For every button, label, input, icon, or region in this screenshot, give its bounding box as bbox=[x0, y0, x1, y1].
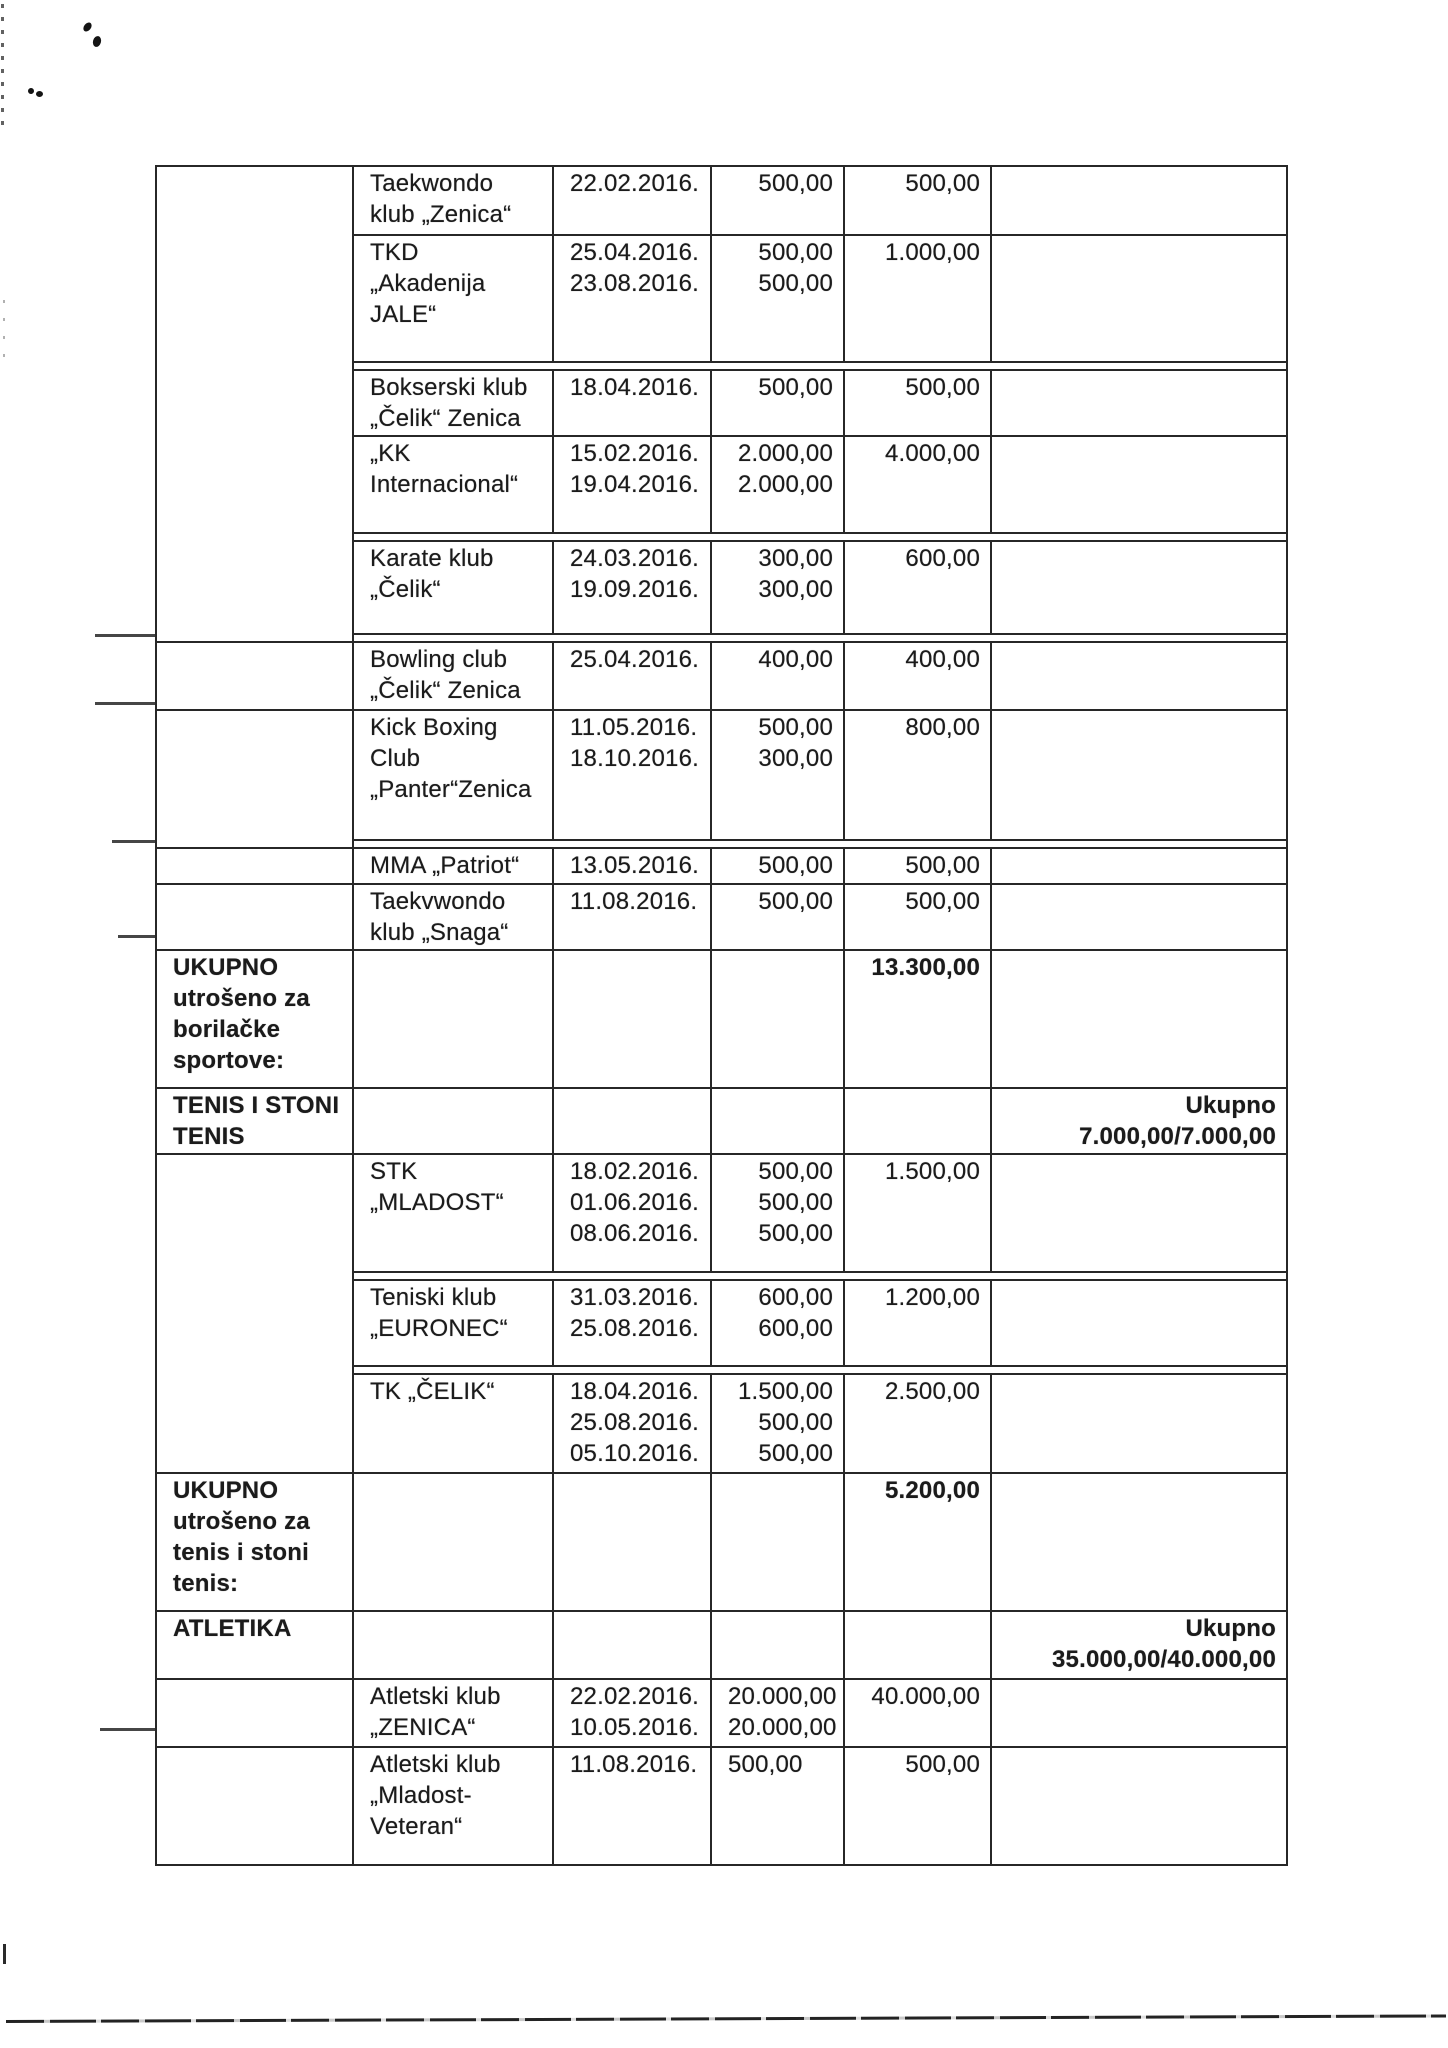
summary-cell bbox=[991, 1280, 1287, 1366]
text-line: 2.500,00 bbox=[884, 1378, 980, 1405]
table-row bbox=[156, 848, 1287, 884]
text-line: 35.000,00/40.000,00 bbox=[1051, 1646, 1276, 1673]
summary-cell bbox=[991, 950, 1287, 1088]
text-line: 05.10.2016. bbox=[570, 1440, 699, 1467]
payment-amounts bbox=[711, 1154, 844, 1272]
text-line: utrošeno za bbox=[173, 985, 310, 1012]
payment-amounts bbox=[711, 1611, 844, 1679]
summary-cell bbox=[991, 1374, 1287, 1473]
payment-dates bbox=[553, 235, 711, 362]
payment-dates bbox=[553, 1088, 711, 1154]
category-label bbox=[156, 1088, 353, 1154]
text-line: 4.000,00 bbox=[884, 440, 980, 467]
text-line: 500,00 bbox=[758, 1158, 833, 1185]
payment-amounts bbox=[711, 370, 844, 436]
text-line: 500,00 bbox=[758, 1409, 833, 1436]
category-label bbox=[156, 1473, 353, 1611]
summary-cell bbox=[991, 370, 1287, 436]
text-line: 500,00 bbox=[905, 1751, 980, 1778]
text-line: 23.08.2016. bbox=[570, 270, 699, 297]
scan-speck bbox=[36, 91, 43, 97]
summary-cell bbox=[991, 541, 1287, 634]
scan-margin-line bbox=[95, 634, 157, 637]
text-line: tenis i stoni bbox=[173, 1539, 309, 1566]
payment-dates bbox=[553, 1280, 711, 1366]
club-name bbox=[353, 235, 553, 362]
text-line: „Čelik“ bbox=[370, 576, 441, 603]
text-line: „KK bbox=[370, 440, 411, 467]
payment-dates bbox=[553, 436, 711, 533]
text-line: 300,00 bbox=[758, 745, 833, 772]
summary-cell bbox=[991, 848, 1287, 884]
table-row bbox=[156, 1679, 1287, 1747]
text-line: 500,00 bbox=[758, 270, 833, 297]
text-line: 500,00 bbox=[758, 1189, 833, 1216]
text-line: 2.000,00 bbox=[737, 440, 833, 467]
text-line: Taekvwondo bbox=[370, 888, 506, 915]
scan-edge-noise bbox=[1, 4, 4, 129]
payment-dates bbox=[553, 1154, 711, 1272]
text-line: 500,00 bbox=[758, 714, 833, 741]
payment-amounts bbox=[711, 848, 844, 884]
table-row bbox=[156, 710, 1287, 840]
text-line: 15.02.2016. bbox=[570, 440, 699, 467]
text-line: Bowling club bbox=[370, 646, 508, 673]
section-summary bbox=[991, 1611, 1287, 1679]
section-gap bbox=[353, 533, 1287, 541]
total-amount bbox=[844, 436, 991, 533]
scan-margin-line bbox=[112, 840, 157, 843]
text-line: Atletski klub bbox=[370, 1751, 501, 1778]
summary-cell bbox=[991, 1747, 1287, 1865]
funding-table bbox=[155, 165, 1288, 1866]
funding-table-body bbox=[156, 166, 1287, 1865]
text-line: 500,00 bbox=[758, 852, 833, 879]
scan-margin-line bbox=[100, 1728, 157, 1731]
text-line: 13.300,00 bbox=[871, 954, 980, 981]
summary-cell bbox=[991, 235, 1287, 362]
payment-dates bbox=[553, 848, 711, 884]
text-line: 500,00 bbox=[905, 888, 980, 915]
payment-dates bbox=[553, 950, 711, 1088]
club-name bbox=[353, 1611, 553, 1679]
text-line: 1.500,00 bbox=[737, 1378, 833, 1405]
text-line: Internacional“ bbox=[370, 471, 519, 498]
summary-cell bbox=[991, 1679, 1287, 1747]
text-line: Kick Boxing bbox=[370, 714, 498, 741]
text-line: 500,00 bbox=[905, 170, 980, 197]
club-name bbox=[353, 1088, 553, 1154]
payment-dates bbox=[553, 1374, 711, 1473]
table-row bbox=[156, 1747, 1287, 1865]
text-line: „Čelik“ Zenica bbox=[370, 405, 521, 432]
text-line: STK bbox=[370, 1158, 418, 1185]
club-name bbox=[353, 166, 553, 235]
text-line: 1.500,00 bbox=[884, 1158, 980, 1185]
payment-amounts bbox=[711, 1088, 844, 1154]
text-line: 500,00 bbox=[728, 1751, 803, 1778]
text-line: 25.04.2016. bbox=[570, 239, 699, 266]
payment-dates bbox=[553, 884, 711, 950]
club-name bbox=[353, 1280, 553, 1366]
summary-cell bbox=[991, 436, 1287, 533]
section-gap bbox=[353, 1272, 1287, 1280]
text-line: 600,00 bbox=[905, 545, 980, 572]
text-line: TENIS bbox=[173, 1123, 245, 1150]
text-line: 01.06.2016. bbox=[570, 1189, 699, 1216]
total-amount bbox=[844, 370, 991, 436]
text-line: 31.03.2016. bbox=[570, 1284, 699, 1311]
text-line: Club bbox=[370, 745, 421, 772]
text-line: 19.09.2016. bbox=[570, 576, 699, 603]
text-line: 18.10.2016. bbox=[570, 745, 699, 772]
total-amount bbox=[844, 642, 991, 710]
text-line: utrošeno za bbox=[173, 1508, 310, 1535]
category-cell bbox=[156, 166, 353, 642]
payment-amounts bbox=[711, 1473, 844, 1611]
payment-amounts bbox=[711, 1280, 844, 1366]
category-label bbox=[156, 1611, 353, 1679]
payment-dates bbox=[553, 1747, 711, 1865]
scan-edge-tick bbox=[3, 1944, 6, 1964]
text-line: 300,00 bbox=[758, 545, 833, 572]
text-line: „EURONEC“ bbox=[370, 1315, 508, 1342]
scan-margin-line bbox=[118, 935, 157, 938]
scan-speck bbox=[27, 87, 35, 95]
club-name bbox=[353, 848, 553, 884]
total-amount bbox=[844, 1154, 991, 1272]
category-label bbox=[156, 950, 353, 1088]
payment-amounts bbox=[711, 1747, 844, 1865]
text-line: 25.08.2016. bbox=[570, 1315, 699, 1342]
text-line: borilačke bbox=[173, 1016, 281, 1043]
text-line: 500,00 bbox=[758, 888, 833, 915]
category-cell bbox=[156, 710, 353, 848]
section-gap bbox=[353, 1366, 1287, 1374]
text-line: 24.03.2016. bbox=[570, 545, 699, 572]
total-amount bbox=[844, 1747, 991, 1865]
club-name bbox=[353, 1679, 553, 1747]
total-amount bbox=[844, 884, 991, 950]
table-row bbox=[156, 642, 1287, 710]
scan-speck bbox=[82, 21, 94, 33]
total-amount bbox=[844, 1374, 991, 1473]
text-line: TENIS I STONI bbox=[173, 1092, 340, 1119]
grand-total-amount bbox=[844, 1473, 991, 1611]
text-line: 20.000,00 bbox=[728, 1683, 837, 1710]
scan-margin-line bbox=[95, 702, 157, 705]
payment-dates bbox=[553, 1473, 711, 1611]
category-cell bbox=[156, 1154, 353, 1473]
total-amount bbox=[844, 541, 991, 634]
payment-amounts bbox=[711, 642, 844, 710]
total-amount bbox=[844, 1280, 991, 1366]
text-line: Ukupno bbox=[1185, 1615, 1276, 1642]
text-line: 800,00 bbox=[905, 714, 980, 741]
section-gap bbox=[353, 362, 1287, 370]
table-row bbox=[156, 1154, 1287, 1272]
table-row bbox=[156, 1088, 1287, 1154]
summary-cell bbox=[991, 710, 1287, 840]
payment-amounts bbox=[711, 1679, 844, 1747]
club-name bbox=[353, 710, 553, 840]
scan-edge-noise bbox=[3, 300, 5, 360]
text-line: 600,00 bbox=[758, 1284, 833, 1311]
text-line: 400,00 bbox=[905, 646, 980, 673]
scan-speck bbox=[92, 35, 103, 48]
club-name bbox=[353, 950, 553, 1088]
section-gap bbox=[353, 840, 1287, 848]
text-line: Bokserski klub bbox=[370, 374, 528, 401]
text-line: 11.08.2016. bbox=[570, 888, 698, 915]
text-line: 7.000,00/7.000,00 bbox=[1079, 1123, 1276, 1150]
payment-amounts bbox=[711, 710, 844, 840]
summary-cell bbox=[991, 642, 1287, 710]
text-line: 11.08.2016. bbox=[570, 1751, 698, 1778]
text-line: 300,00 bbox=[758, 576, 833, 603]
total-amount bbox=[844, 710, 991, 840]
text-line: „ZENICA“ bbox=[370, 1714, 476, 1741]
payment-dates bbox=[553, 370, 711, 436]
text-line: Karate klub bbox=[370, 545, 494, 572]
table-row bbox=[156, 1473, 1287, 1611]
text-line: Ukupno bbox=[1185, 1092, 1276, 1119]
text-line: 500,00 bbox=[905, 374, 980, 401]
text-line: 500,00 bbox=[758, 239, 833, 266]
text-line: UKUPNO bbox=[173, 1477, 279, 1504]
payment-dates bbox=[553, 642, 711, 710]
text-line: „Panter“Zenica bbox=[370, 776, 532, 803]
text-line: klub „Zenica“ bbox=[370, 201, 512, 228]
text-line: 600,00 bbox=[758, 1315, 833, 1342]
total-amount bbox=[844, 848, 991, 884]
text-line: Teniski klub bbox=[370, 1284, 497, 1311]
text-line: 5.200,00 bbox=[884, 1477, 980, 1504]
text-line: JALE“ bbox=[370, 301, 437, 328]
text-line: ATLETIKA bbox=[173, 1615, 292, 1642]
total-amount bbox=[844, 235, 991, 362]
text-line: „Čelik“ Zenica bbox=[370, 677, 521, 704]
text-line: 500,00 bbox=[758, 170, 833, 197]
total-amount bbox=[844, 1088, 991, 1154]
summary-cell bbox=[991, 1154, 1287, 1272]
text-line: 500,00 bbox=[905, 852, 980, 879]
payment-amounts bbox=[711, 235, 844, 362]
category-cell bbox=[156, 884, 353, 950]
payment-amounts bbox=[711, 884, 844, 950]
text-line: Taekwondo bbox=[370, 170, 494, 197]
text-line: TKD bbox=[370, 239, 419, 266]
text-line: sportove: bbox=[173, 1047, 285, 1074]
payment-amounts bbox=[711, 166, 844, 235]
club-name bbox=[353, 884, 553, 950]
payment-dates bbox=[553, 710, 711, 840]
text-line: 2.000,00 bbox=[737, 471, 833, 498]
text-line: 25.08.2016. bbox=[570, 1409, 699, 1436]
text-line: Veteran“ bbox=[370, 1813, 463, 1840]
text-line: 22.02.2016. bbox=[570, 170, 699, 197]
total-amount bbox=[844, 1679, 991, 1747]
club-name bbox=[353, 1747, 553, 1865]
text-line: 40.000,00 bbox=[871, 1683, 980, 1710]
club-name bbox=[353, 642, 553, 710]
text-line: 25.04.2016. bbox=[570, 646, 699, 673]
club-name bbox=[353, 541, 553, 634]
text-line: 11.05.2016. bbox=[570, 714, 698, 741]
payment-dates bbox=[553, 166, 711, 235]
payment-amounts bbox=[711, 950, 844, 1088]
club-name bbox=[353, 370, 553, 436]
text-line: UKUPNO bbox=[173, 954, 279, 981]
table-row bbox=[156, 884, 1287, 950]
text-line: 18.02.2016. bbox=[570, 1158, 699, 1185]
section-summary bbox=[991, 1088, 1287, 1154]
text-line: klub „Snaga“ bbox=[370, 919, 509, 946]
table-row bbox=[156, 1611, 1287, 1679]
payment-dates bbox=[553, 1611, 711, 1679]
text-line: 13.05.2016. bbox=[570, 852, 699, 879]
total-amount bbox=[844, 1611, 991, 1679]
summary-cell bbox=[991, 1473, 1287, 1611]
table-row bbox=[156, 166, 1287, 235]
text-line: 400,00 bbox=[758, 646, 833, 673]
text-line: TK „ČELIK“ bbox=[370, 1378, 495, 1405]
summary-cell bbox=[991, 884, 1287, 950]
text-line: MMA „Patriot“ bbox=[370, 852, 520, 879]
grand-total-amount bbox=[844, 950, 991, 1088]
club-name bbox=[353, 436, 553, 533]
text-line: 1.200,00 bbox=[884, 1284, 980, 1311]
page-bottom-edge-line bbox=[6, 2014, 1446, 2023]
text-line: 500,00 bbox=[758, 1440, 833, 1467]
text-line: tenis: bbox=[173, 1570, 239, 1597]
text-line: 20.000,00 bbox=[728, 1714, 837, 1741]
text-line: 500,00 bbox=[758, 1220, 833, 1247]
text-line: 1.000,00 bbox=[884, 239, 980, 266]
payment-amounts bbox=[711, 436, 844, 533]
text-line: 22.02.2016. bbox=[570, 1683, 699, 1710]
text-line: „Akadenija bbox=[370, 270, 486, 297]
payment-dates bbox=[553, 1679, 711, 1747]
table-row bbox=[156, 950, 1287, 1088]
text-line: 19.04.2016. bbox=[570, 471, 699, 498]
category-cell bbox=[156, 848, 353, 884]
payment-amounts bbox=[711, 541, 844, 634]
text-line: Atletski klub bbox=[370, 1683, 501, 1710]
text-line: „Mladost- bbox=[370, 1782, 472, 1809]
text-line: 10.05.2016. bbox=[570, 1714, 699, 1741]
club-name bbox=[353, 1154, 553, 1272]
club-name bbox=[353, 1374, 553, 1473]
payment-dates bbox=[553, 541, 711, 634]
club-name bbox=[353, 1473, 553, 1611]
text-line: 500,00 bbox=[758, 374, 833, 401]
text-line: „MLADOST“ bbox=[370, 1189, 504, 1216]
section-gap bbox=[353, 634, 1287, 642]
text-line: 08.06.2016. bbox=[570, 1220, 699, 1247]
text-line: 18.04.2016. bbox=[570, 374, 699, 401]
text-line: 18.04.2016. bbox=[570, 1378, 699, 1405]
category-cell bbox=[156, 1747, 353, 1865]
payment-amounts bbox=[711, 1374, 844, 1473]
category-cell bbox=[156, 642, 353, 710]
total-amount bbox=[844, 166, 991, 235]
summary-cell bbox=[991, 166, 1287, 235]
category-cell bbox=[156, 1679, 353, 1747]
